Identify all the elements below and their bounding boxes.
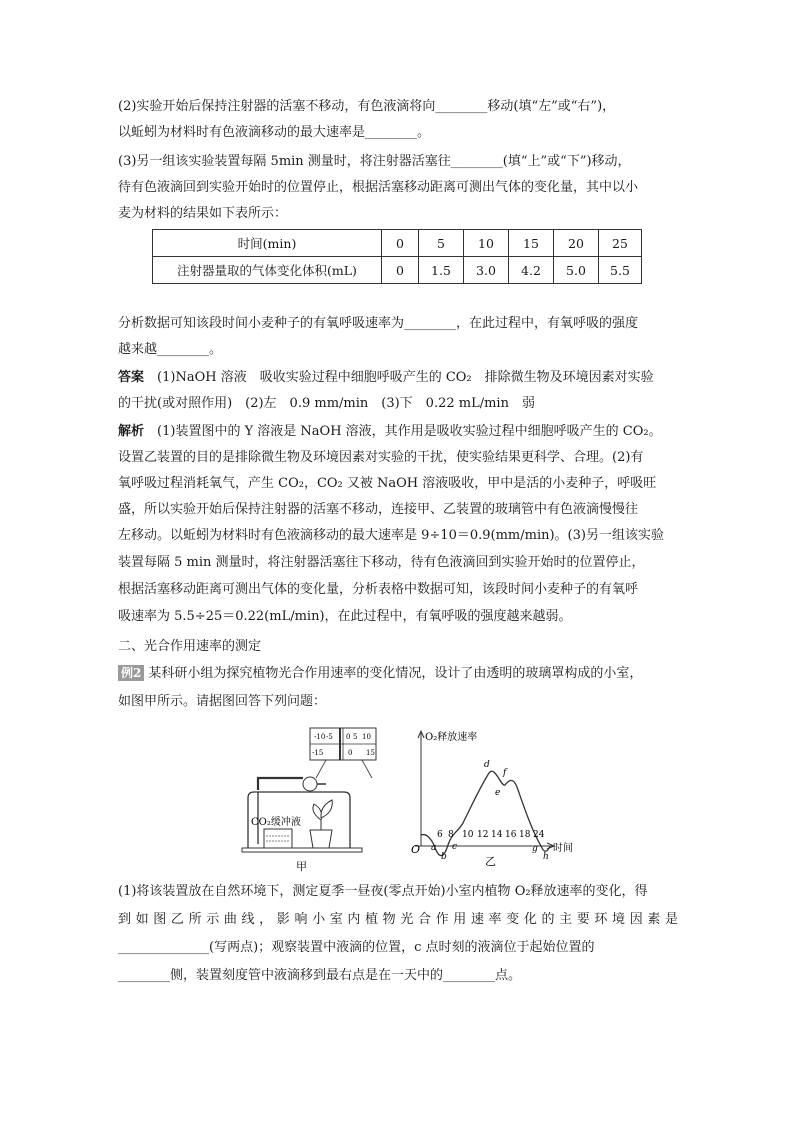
q-final-line2: 到如图乙所示曲线，影响小室内植物光合作用速率变化的主要环境因素是 xyxy=(118,912,678,927)
table-cell: 3.0 xyxy=(464,257,509,284)
q-final-line1: (1)将该装置放在自然环境下，测定夏季一昼夜(零点开始)小室内植物 O₂释放速率的变化，得 xyxy=(118,884,648,899)
q3-line1: (3)另一组该实验装置每隔 5min 测量时，将注射器活塞往________(填“上”或“下”)移动， xyxy=(118,154,631,169)
explanation-line: 设置乙装置的目的是排除微生物及环境因素对实验的干扰，使实验结果更科学、合理。(2)有 xyxy=(118,450,644,465)
analysis-line1: 分析数据可知该段时间小麦种子的有氧呼吸速率为________，在此过程中，有氧呼吸的强度 xyxy=(118,316,639,331)
example-tag: 例2 xyxy=(118,665,144,681)
answer-line2: 的干扰(或对照作用) (2)左 0.9 mm/min (3)下 0.22 mL/min 弱 xyxy=(118,396,535,411)
explanation-line: 装置每隔 5 min 测量时，将注射器活塞往下移动，待有色液滴回到实验开始时的位置停止， xyxy=(118,555,645,570)
explanation-line: 根据活塞移动距离可测出气体的变化量，分析表格中数据可知，该段时间小麦种子的有氧呼 xyxy=(118,582,639,597)
ruler-label-top: 0 xyxy=(346,733,351,741)
ruler-label-top: -10 xyxy=(314,733,326,741)
explanation-line: 氧呼吸过程消耗氧气，产生 CO₂，CO₂ 又被 NaOH 溶液吸收，甲中是活的小麦种子，呼吸旺 xyxy=(118,476,657,491)
table-cell: 0 xyxy=(382,230,419,257)
ruler-label-top: -5 xyxy=(326,733,333,741)
ruler-label-top: 10 xyxy=(362,733,371,741)
table-row xyxy=(153,230,642,257)
table-cell: 15 xyxy=(509,230,554,257)
x-tick-label: 16 xyxy=(505,830,517,840)
x-tick-label: 12 xyxy=(477,830,489,840)
x-axis-label: 时间 xyxy=(553,843,573,854)
point-label: d xyxy=(484,760,490,770)
point-label: h xyxy=(543,852,549,862)
ruler-label-bottom: -15 xyxy=(312,749,324,757)
table-cell: 5 xyxy=(419,230,464,257)
table-cell: 4.2 xyxy=(509,257,554,284)
x-tick-label: 14 xyxy=(491,830,503,840)
point-label: g xyxy=(532,844,538,854)
table-cell: 10 xyxy=(464,230,509,257)
q-final-line4: ________侧，装置刻度管中液滴移到最右点是在一天中的________点。 xyxy=(118,968,522,983)
figure-caption-right: 乙 xyxy=(485,855,496,868)
explanation-line: 盛，所以实验开始后保持注射器的活塞不移动，连接甲、乙装置的玻璃管中有色液滴慢慢往 xyxy=(118,502,639,517)
figure-caption-left: 甲 xyxy=(296,860,307,873)
point-label: f xyxy=(503,768,507,778)
x-tick-label: 18 xyxy=(519,830,531,840)
q3-line2: 待有色液滴回到实验开始时的位置停止，根据活塞移动距离可测出气体的变化量，其中以小 xyxy=(118,180,639,195)
answer-label: 答案 xyxy=(118,370,145,385)
point-label: e xyxy=(495,788,501,798)
table-cell: 5.0 xyxy=(554,257,599,284)
x-tick-label: 6 xyxy=(437,830,443,840)
table-cell: 0 xyxy=(382,257,419,284)
explanation-line1 xyxy=(118,422,678,442)
apparatus-figure xyxy=(240,720,390,873)
data-table xyxy=(152,229,642,284)
point-label: a xyxy=(431,843,437,853)
table-row xyxy=(153,257,642,284)
explanation-label: 解析 xyxy=(118,424,145,439)
explanation-text: (1)装置图中的 Y 溶液是 NaOH 溶液，其作用是吸收实验过程中细胞呼吸产生的 CO₂。 xyxy=(157,424,662,439)
table-cell: 25 xyxy=(599,230,642,257)
x-tick-label: 24 xyxy=(533,830,545,840)
q2-line2: 以蚯蚓为材料时有色液滴移动的最大速率是________。 xyxy=(118,125,431,140)
point-label: c xyxy=(452,842,458,852)
ruler-label-bottom: 15 xyxy=(366,749,375,757)
q2-line1: (2)实验开始后保持注射器的活塞不移动，有色液滴将向________移动(填“左”或“右”)， xyxy=(118,99,616,114)
answer-line1 xyxy=(118,368,678,388)
q-final-line3: ______________(写两点)；观察装置中液滴的位置，c 点时刻的液滴位于起始位置的 xyxy=(118,940,595,955)
x-tick-label: 10 xyxy=(462,830,474,840)
explanation-line: 吸速率为 5.5÷25＝0.22(mL/min)，在此过程中，有氧呼吸的强度越来越弱。 xyxy=(118,609,572,624)
x-tick-label: 8 xyxy=(448,830,454,840)
ruler-label-bottom: 0 xyxy=(348,749,353,757)
y-axis-label: O₂释放速率 xyxy=(425,732,478,743)
table-cell: 5.5 xyxy=(599,257,642,284)
example2-text: 某科研小组为探究植物光合作用速率的变化情况，设计了由透明的玻璃罩构成的小室， xyxy=(148,666,643,681)
q3-line3: 麦为材料的结果如下表所示： xyxy=(118,206,288,221)
explanation-line: 左移动。以蚯蚓为材料时有色液滴移动的最大速率是 9÷10＝0.9(mm/min)。(3)另一组该实验 xyxy=(118,528,664,543)
ruler-label-top: 5 xyxy=(353,733,358,741)
rate-curve-figure xyxy=(405,725,585,868)
table-row-label: 注射器量取的气体变化体积(mL) xyxy=(153,257,382,284)
table-cell: 20 xyxy=(554,230,599,257)
example2-line1 xyxy=(118,664,678,684)
origin-label: O xyxy=(411,843,421,856)
example2-line2: 如图甲所示。请据图回答下列问题： xyxy=(118,694,327,709)
table-row-label: 时间(min) xyxy=(153,230,382,257)
point-label: b xyxy=(441,852,447,862)
answer-text-1: (1)NaOH 溶液 吸收实验过程中细胞呼吸产生的 CO₂ 排除微生物及环境因素对实验 xyxy=(157,370,654,385)
buffer-label: CO₂缓冲液 xyxy=(251,817,301,828)
table-cell: 1.5 xyxy=(419,257,464,284)
analysis-line2: 越来越________。 xyxy=(118,342,223,357)
section-title: 二、光合作用速率的测定 xyxy=(118,639,262,654)
